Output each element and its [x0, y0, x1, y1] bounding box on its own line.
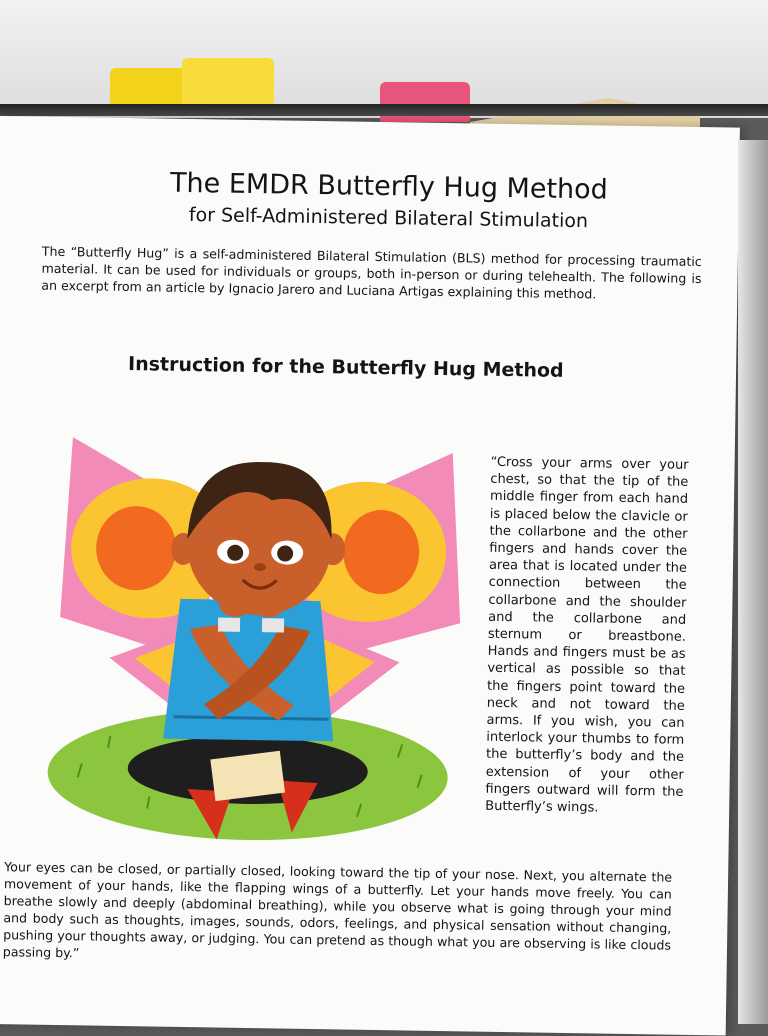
page-title: The EMDR Butterfly Hug Method	[169, 167, 609, 206]
instruction-quote: “Cross your arms over your chest, so that the tip of the middle finger from each hand is placed below the clavicle or the collarbone and the other fingers and hands cover the area that is located under the connection between the collarbone and the shoulder and the collarbone and sternum or breastbone. Hands and fingers must be as vertical as possible so that the fingers point toward the neck and not toward the arms. If you wish, you can interlock your thumbs to form the butterfly’s body and the extension of your other fingers outward will form the Butterfly’s wings.	[485, 454, 689, 816]
butterfly-hug-illustration	[37, 417, 474, 854]
section-heading: Instruction for the Butterfly Hug Method	[127, 353, 564, 382]
left-bandage	[218, 617, 240, 631]
closing-paragraph: Your eyes can be closed, or partially closed, looking toward the tip of your nose. Next, you alternate the movement of your hands, like the flapping wings of a butterfly. Let your hands move freely. You can breathe slowly and deeply (abdominal breathing), while you observe what is going through your mind and body such as thoughts, images, sounds, odors, feelings, and physical sensation without changing, pushing your thoughts away, or judging. You can pretend as though what you are observing is like clouds passing by.”	[2, 859, 673, 961]
intro-paragraph: The “Butterfly Hug” is a self-administered Bilateral Stimulation (BLS) method for processing traumatic material. It can be used for individuals or groups, both in-person or during telehealth. The following is an excerpt from an article by Ignacio Jarero and Luciana Artigas explaining this method.	[41, 243, 702, 302]
document-page	[0, 116, 740, 1036]
page-curl-shadow	[738, 140, 768, 1024]
feet	[210, 751, 285, 801]
page-subtitle: for Self-Administered Bilateral Stimulation	[188, 203, 589, 233]
sticky-tab-pink	[380, 82, 470, 122]
right-bandage	[262, 618, 284, 632]
book-edge	[0, 104, 768, 116]
